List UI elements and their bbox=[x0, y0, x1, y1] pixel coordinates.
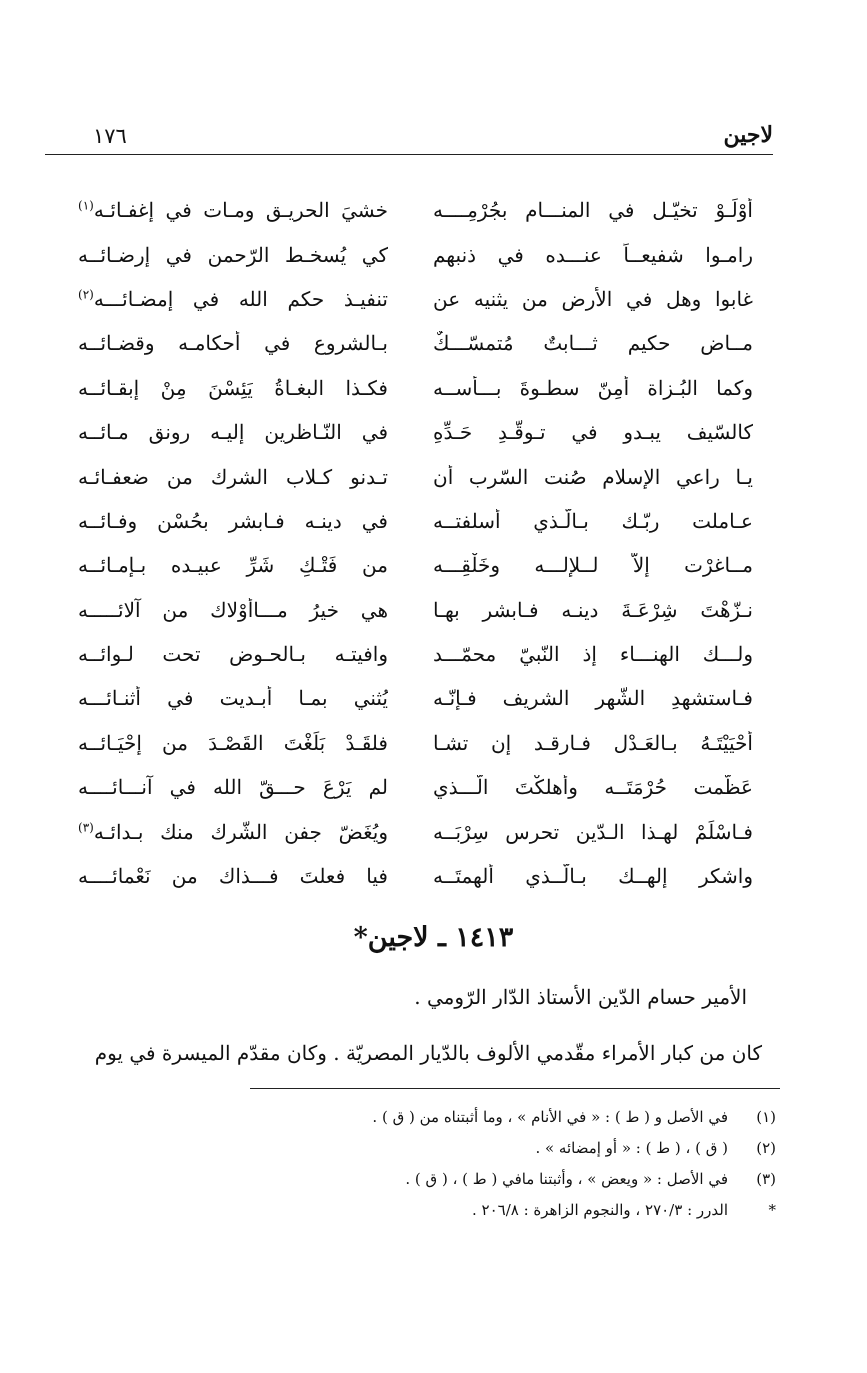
entry-line: كان من كبار الأمراء مقّدمي الألوف بالدّيار المصريّة . وكان مقدّم الميسرة في يوم bbox=[94, 1041, 762, 1065]
hemistich-text: لم يَرْعَ حـــقّ الله في آنـــائــــه bbox=[78, 775, 388, 800]
verse-second-hemistich bbox=[78, 731, 388, 755]
footnote bbox=[250, 1163, 780, 1194]
footnote-text: في الأصل و ( ط ) : « في الأنام » ، وما أثبتناه من ( ق ) . bbox=[372, 1107, 728, 1126]
page-number: ١٧٦ bbox=[93, 124, 127, 148]
hemistich-text: تـدنو كـلاب الشرك من ضعفـائـه bbox=[78, 464, 388, 489]
hemistich-text: في دينـه فـابشر بحُسْنِ وفـائــه bbox=[78, 508, 388, 533]
footnote-text: ( ق ) ، ( ط ) : « أو إمضائه » . bbox=[535, 1138, 728, 1157]
footnote bbox=[250, 1194, 780, 1225]
verse-line bbox=[78, 454, 753, 498]
footnote bbox=[250, 1101, 780, 1132]
verse-first-hemistich: غابوا وهل في الأرض من يثنيه عن bbox=[433, 286, 753, 311]
hemistich-text: كي يُسخـط الرّحمن في إرضـائــه bbox=[78, 242, 388, 267]
verse-line bbox=[78, 499, 753, 543]
footnote-mark: (٢) bbox=[756, 1138, 776, 1157]
verse-first-hemistich: أحْيَيْتَـهُ بـالعَـدْل فـارقـد إن تشـا bbox=[433, 730, 753, 755]
hemistich-text: فلقَـدْ بَلَغْتَ القَصْـدَ من إحْيَـائــه bbox=[78, 730, 388, 755]
footnote-mark: (٣) bbox=[756, 1169, 776, 1188]
hemistich-text: هي خيرُ مـــاأُوْلاك من آلائـــــه bbox=[78, 597, 388, 622]
hemistich-text: وافيتـه بـالحـوض تحت لـوائــه bbox=[78, 642, 388, 667]
entry-body bbox=[47, 980, 762, 1065]
hemistich-text: فكـذا البغـاةُ يَئِسْنَ مِنْ إبقـائــه bbox=[78, 375, 388, 400]
verse-first-hemistich: رامـوا شفيعــاً عنـــده في ذنبهم bbox=[433, 242, 753, 267]
verse-line bbox=[78, 676, 753, 720]
verse-line bbox=[78, 277, 753, 321]
verse-line bbox=[78, 188, 753, 232]
verse-line bbox=[78, 232, 753, 276]
footnote bbox=[250, 1132, 780, 1163]
hemistich-text: في النّـاظرين إليـه رونق مـائــه bbox=[78, 420, 388, 445]
verse-line bbox=[78, 765, 753, 809]
hemistich-text: فيا فعلتَ فـــذاك من نَعْمائــــه bbox=[78, 864, 388, 889]
verse-first-hemistich: مــاغرْت إلاّ لــلإلـــه وخَلْقِـــه bbox=[433, 553, 753, 578]
verse-line bbox=[78, 721, 753, 765]
verse-second-hemistich bbox=[78, 420, 388, 444]
hemistich-text: خشيَ الحريـق ومـات في إغفـائـه bbox=[93, 198, 388, 223]
verse-first-hemistich: مــاضٍ حكيم ثـــابتٌ مُتمسّـــكٌ bbox=[433, 331, 753, 356]
verse-first-hemistich: ولـــك الهنـــاء إذ النّبيّ محمّـــد bbox=[433, 642, 753, 667]
verse-first-hemistich: كالسّيف يبـدو في تـوقُّـدِ حَـدِّهِ bbox=[433, 420, 753, 445]
verse-second-hemistich bbox=[78, 686, 388, 710]
verse-line bbox=[78, 588, 753, 632]
footnote-ref: (١) bbox=[78, 198, 94, 213]
running-title: لاجين bbox=[723, 122, 773, 148]
verse-first-hemistich: يـا راعي الإسلام صُنت السّرب أن bbox=[433, 464, 753, 489]
verse-line bbox=[78, 854, 753, 898]
footnote-mark: (١) bbox=[756, 1107, 776, 1126]
verse-first-hemistich: فـاستشهدِ الشّهر الشريف فـإنّـه bbox=[433, 686, 753, 711]
hemistich-text: من فَتْـكِ شَرِّ عبيـده بـإمـائــه bbox=[78, 553, 388, 578]
verse-second-hemistich bbox=[78, 465, 388, 489]
verse-second-hemistich bbox=[78, 287, 388, 311]
poem bbox=[78, 188, 753, 898]
verse-first-hemistich: فـاسْلَمْ لهـذا الـدّين تحرس سِرْبَــه bbox=[433, 819, 753, 844]
verse-line bbox=[78, 410, 753, 454]
verse-second-hemistich bbox=[78, 820, 388, 844]
verse-second-hemistich bbox=[78, 775, 388, 799]
verse-line bbox=[78, 809, 753, 853]
verse-first-hemistich: عـاملت ربّـك بـالّـذي أسلفتــه bbox=[433, 508, 753, 533]
page-header bbox=[45, 118, 773, 155]
footnotes bbox=[250, 1088, 780, 1225]
verse-first-hemistich: أوْلَـوْ تخيّـل في المنـــام بجُرْمِــــه bbox=[433, 198, 753, 223]
verse-line bbox=[78, 632, 753, 676]
verse-first-hemistich: واشكر إلهــك بـالّــذي ألهمتَــه bbox=[433, 864, 753, 889]
footnote-ref: (٣) bbox=[78, 820, 94, 834]
verse-second-hemistich bbox=[78, 864, 388, 888]
footnote-text: الدرر : ٢٧٠/٣ ، والنجوم الزاهرة : ٢٠٦/٨ . bbox=[471, 1200, 728, 1219]
verse-line bbox=[78, 366, 753, 410]
footnote-text: في الأصل : « ويعض » ، وأثبتنا مافي ( ط ) ، ( ق ) . bbox=[405, 1169, 728, 1188]
verse-line bbox=[78, 543, 753, 587]
verse-second-hemistich bbox=[78, 376, 388, 400]
verse-second-hemistich bbox=[78, 598, 388, 622]
hemistich-text: ويُغَضّ جفن الشّرك منك بـدائـه bbox=[93, 819, 388, 844]
verse-second-hemistich bbox=[78, 331, 388, 355]
verse-second-hemistich bbox=[78, 642, 388, 666]
verse-first-hemistich: عَظّمت حُرْمَتَــه وأهلكْتَ الّـــذي bbox=[433, 775, 753, 800]
footnote-mark: * bbox=[768, 1200, 776, 1219]
entry-line: الأمير حسام الدّين الأستاذ الدّار الرّومي . bbox=[414, 985, 747, 1009]
verse-line bbox=[78, 321, 753, 365]
entry-title: ١٤١٣ ـ لاجين* bbox=[353, 922, 514, 953]
verse-second-hemistich bbox=[78, 553, 388, 577]
verse-second-hemistich bbox=[78, 243, 388, 267]
verse-first-hemistich: وكما البُـزاة أمِنّ سطـوةَ بـــأســه bbox=[433, 375, 753, 400]
verse-first-hemistich: نـزّهْتَ شِرْعَـةَ دينـه فـابشر بهـا bbox=[433, 597, 753, 622]
hemistich-text: بـالشروع في أحكامـه وقضـائــه bbox=[78, 331, 388, 356]
verse-second-hemistich bbox=[78, 509, 388, 533]
hemistich-text: يُثني بمـا أبـديت في أثنـائـــه bbox=[78, 686, 388, 711]
footnote-ref: (٢) bbox=[78, 287, 94, 302]
hemistich-text: تنفيـذ حكم الله في إمضـائـــه bbox=[93, 286, 388, 311]
verse-second-hemistich bbox=[78, 198, 388, 222]
